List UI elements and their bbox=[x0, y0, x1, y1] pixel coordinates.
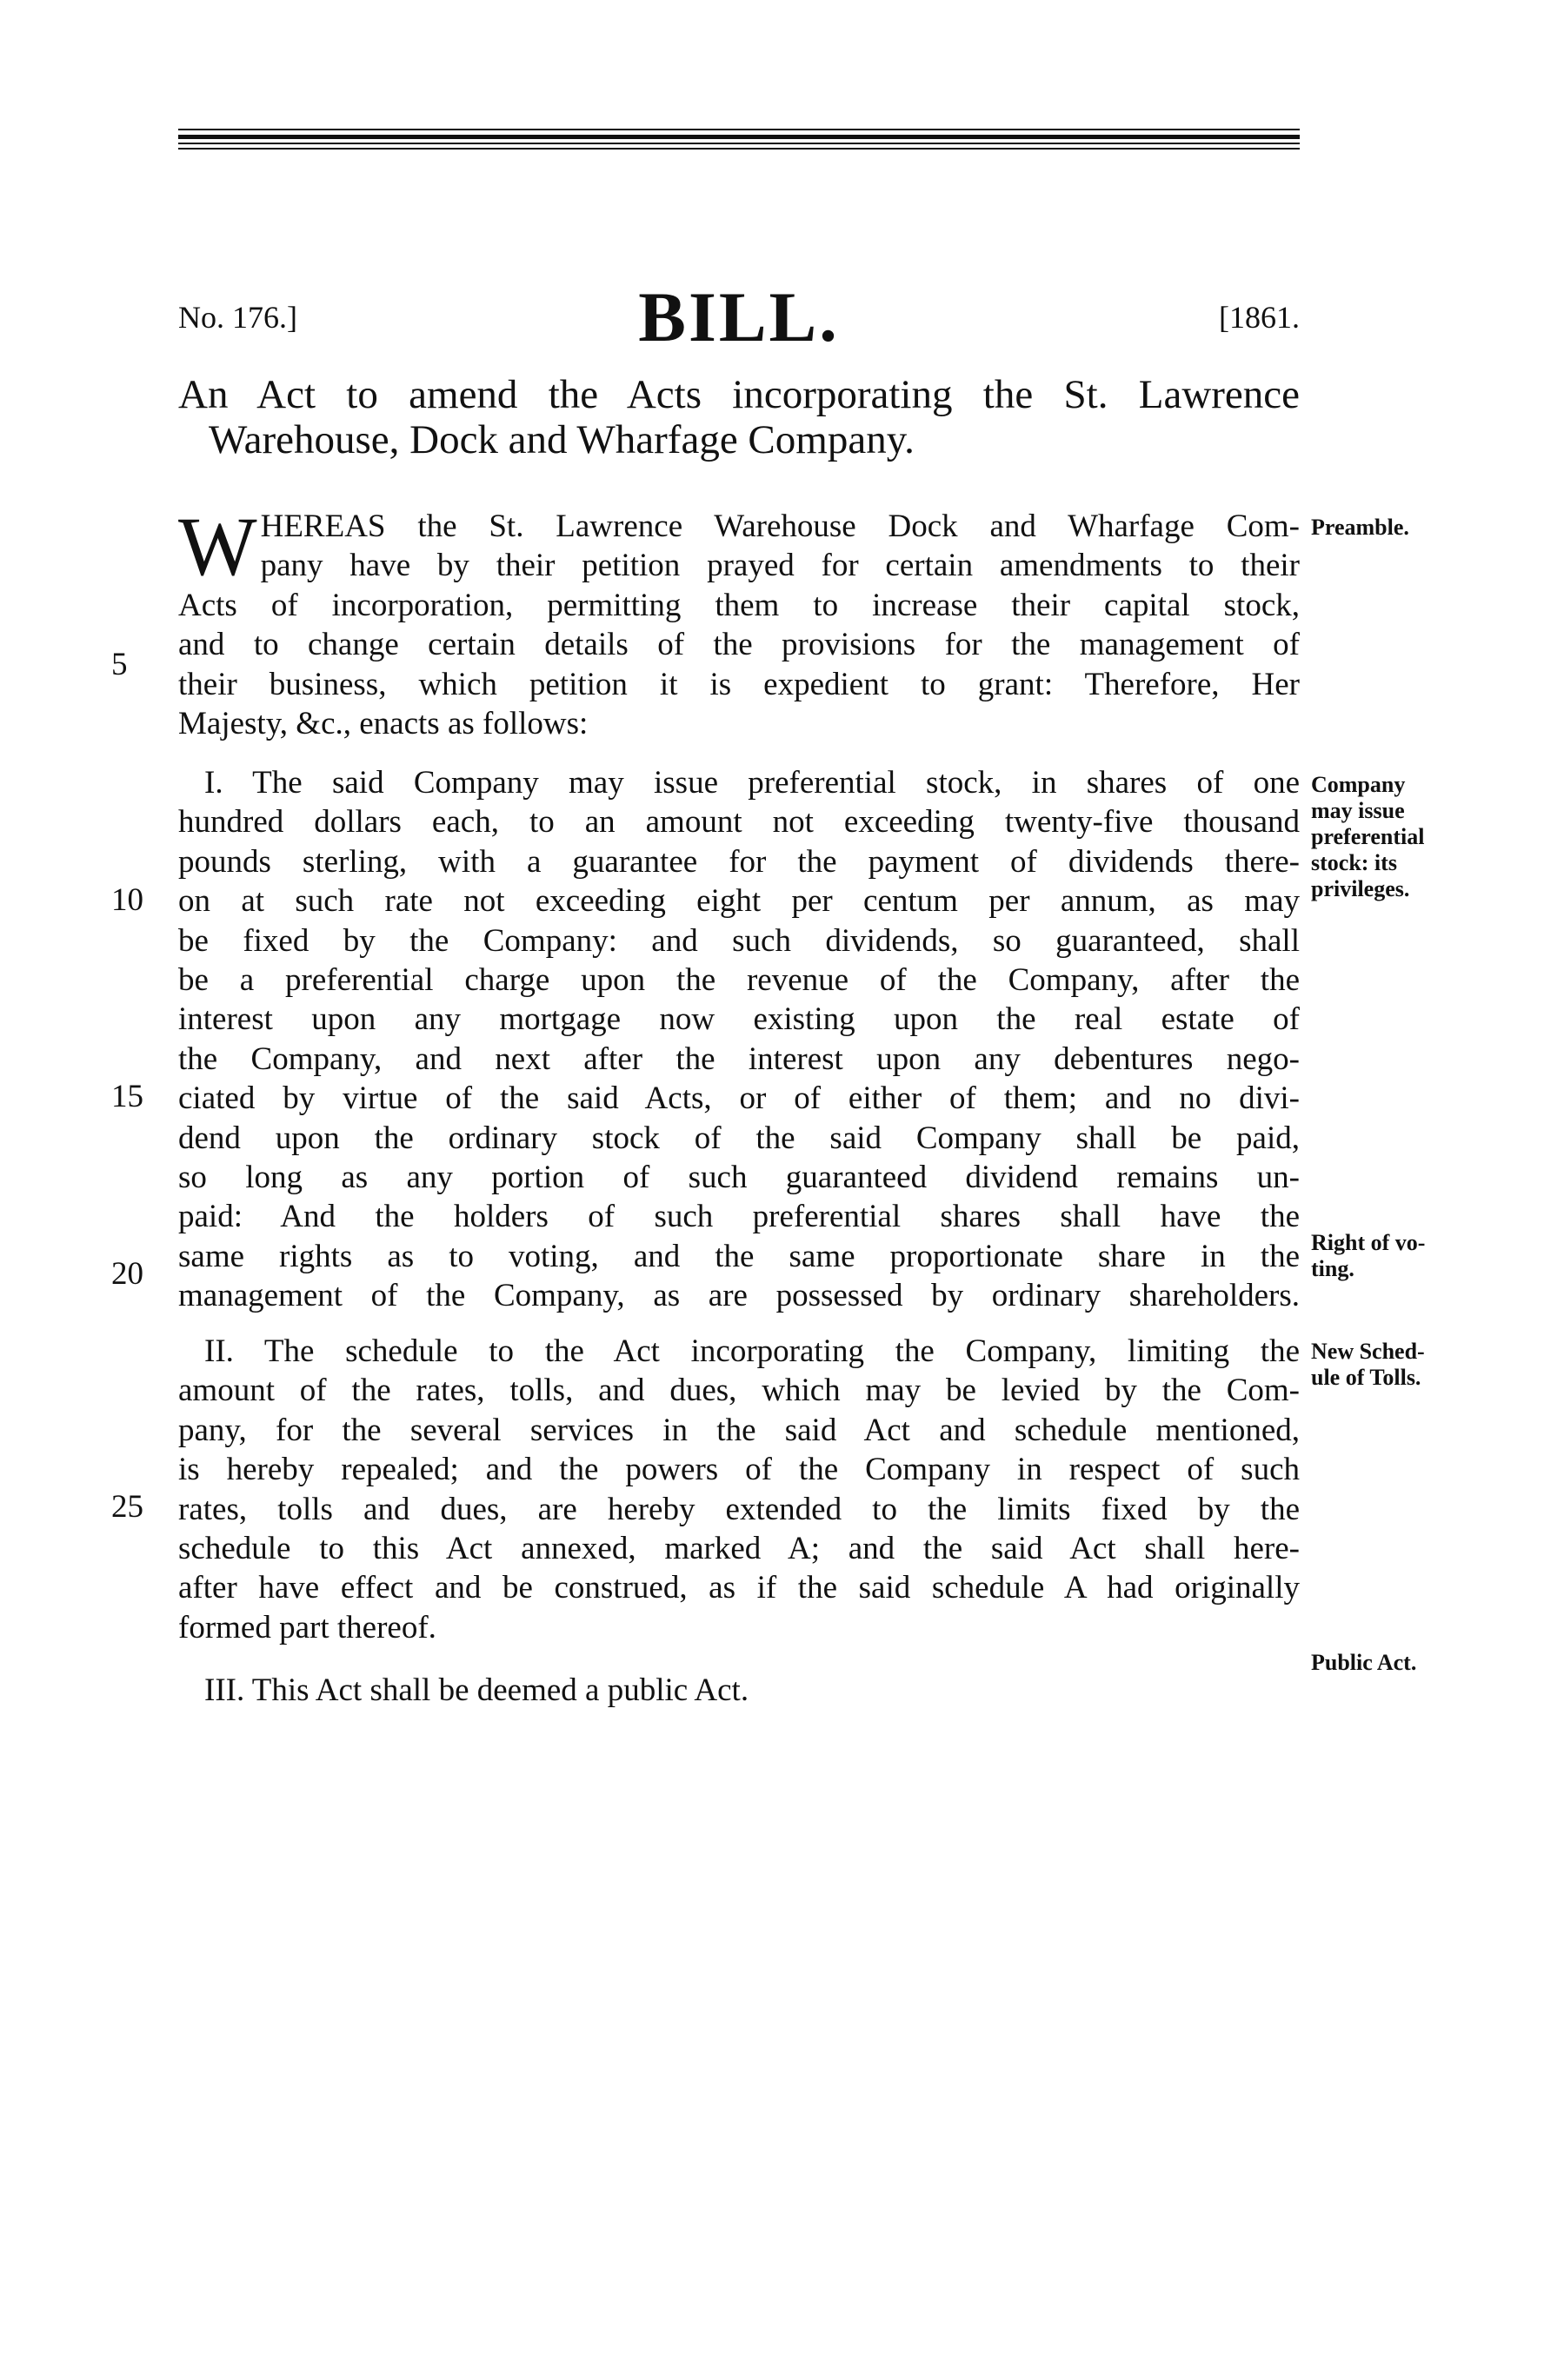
text-line: pany, for the several services in the said Act and schedule mentioned, bbox=[178, 1412, 1300, 1448]
text-line: hundred dollars each, to an amount not exceeding twenty-five thousand bbox=[178, 804, 1300, 841]
margin-note-text: Preamble. bbox=[1311, 515, 1409, 540]
text-line: II. The schedule to the Act incorporating the Company, limiting the bbox=[204, 1333, 1300, 1369]
header-rules bbox=[178, 129, 1300, 150]
margin-note-text: privileges. bbox=[1311, 876, 1410, 901]
margin-note-public bbox=[1311, 1650, 1416, 1676]
text-line: be a preferential charge upon the revenue of the Company, after the bbox=[178, 962, 1300, 999]
line-number: 25 bbox=[111, 1489, 143, 1525]
text-line: after have effect and be construed, as if the said schedule A had originally bbox=[178, 1570, 1300, 1606]
margin-note-company bbox=[1311, 772, 1424, 902]
margin-note-text: Public Act. bbox=[1311, 1650, 1417, 1675]
margin-note-text: Company bbox=[1311, 772, 1406, 797]
margin-note-text: ting. bbox=[1311, 1256, 1354, 1281]
margin-note-text: preferential bbox=[1311, 824, 1425, 849]
text-line: management of the Company, as are possessed by ordinary shareholders. bbox=[178, 1278, 1300, 1314]
rule-line bbox=[178, 148, 1300, 150]
act-title-line: An Act to amend the Acts incorporating the St. Lawrence bbox=[178, 372, 1300, 417]
text-line: HEREAS the St. Lawrence Warehouse Dock and Wharfage Com- bbox=[260, 509, 1300, 544]
bill-year: [1861. bbox=[1219, 300, 1300, 335]
text-line: formed part thereof. bbox=[178, 1609, 436, 1645]
preamble bbox=[178, 500, 1300, 743]
bill-header bbox=[178, 276, 1300, 355]
text-line: pany have by their petition prayed for certain amendments to their bbox=[260, 548, 1300, 584]
text-line: Acts of incorporation, permitting them to increase their capital stock, bbox=[178, 587, 1300, 623]
drop-cap: W bbox=[178, 500, 257, 593]
line-number: 5 bbox=[111, 647, 128, 682]
margin-note-text: New Sched- bbox=[1311, 1339, 1425, 1364]
text-line: I. The said Company may issue preferential stock, in shares of one bbox=[204, 765, 1300, 801]
margin-note-text: may issue bbox=[1311, 798, 1405, 823]
text-line: schedule to this Act annexed, marked A; and the said Act shall here- bbox=[178, 1531, 1300, 1567]
text-line: ciated by virtue of the said Acts, or of either of them; and no divi- bbox=[178, 1080, 1300, 1117]
text-line: their business, which petition it is expedient to grant: Therefore, Her bbox=[178, 666, 1300, 702]
text-line: dend upon the ordinary stock of the said Company shall be paid, bbox=[178, 1120, 1300, 1156]
bill-number: No. 176.] bbox=[178, 300, 297, 335]
text-line: on at such rate not exceeding eight per centum per annum, as may bbox=[178, 883, 1300, 920]
text-line: paid: And the holders of such preferential shares shall have the bbox=[178, 1199, 1300, 1235]
text-line: same rights as to voting, and the same proportionate share in the bbox=[178, 1238, 1300, 1274]
margin-note-schedule bbox=[1311, 1339, 1425, 1391]
rule-line bbox=[178, 143, 1300, 144]
rule-line bbox=[178, 129, 1300, 130]
text-line: rates, tolls and dues, are hereby extended to the limits fixed by the bbox=[178, 1491, 1300, 1527]
bill-title: BILL. bbox=[638, 277, 840, 356]
section-2 bbox=[178, 1332, 1300, 1647]
line-number: 10 bbox=[111, 882, 143, 918]
text-line: is hereby repealed; and the powers of the Company in respect of such bbox=[178, 1452, 1300, 1488]
margin-note-text: Right of vo- bbox=[1311, 1230, 1426, 1255]
margin-note-text: stock: its bbox=[1311, 850, 1397, 875]
text-line: Majesty, &c., enacts as follows: bbox=[178, 706, 589, 742]
text-line: III. This Act shall be deemed a public Act. bbox=[204, 1672, 749, 1708]
text-line: so long as any portion of such guaranteed dividend remains un- bbox=[178, 1160, 1300, 1196]
line-number: 20 bbox=[111, 1256, 143, 1292]
act-title bbox=[178, 372, 1300, 462]
text-line: the Company, and next after the interest upon any debentures nego- bbox=[178, 1040, 1300, 1077]
section-1 bbox=[178, 763, 1300, 1316]
text-line: interest upon any mortgage now existing upon the real estate of bbox=[178, 1001, 1300, 1038]
text-line: be fixed by the Company: and such dividends, so guaranteed, shall bbox=[178, 922, 1300, 959]
margin-note-preamble bbox=[1311, 515, 1409, 541]
act-title-line: Warehouse, Dock and Wharfage Company. bbox=[209, 417, 915, 462]
text-line: pounds sterling, with a guarantee for the payment of dividends there- bbox=[178, 843, 1300, 880]
text-line: and to change certain details of the provisions for the management of bbox=[178, 627, 1300, 663]
line-number: 15 bbox=[111, 1079, 143, 1114]
section-3 bbox=[178, 1671, 1300, 1710]
text-line: amount of the rates, tolls, and dues, which may be levied by the Com- bbox=[178, 1373, 1300, 1409]
margin-note-voting bbox=[1311, 1230, 1425, 1282]
margin-note-text: ule of Tolls. bbox=[1311, 1365, 1421, 1390]
rule-line bbox=[178, 135, 1300, 139]
